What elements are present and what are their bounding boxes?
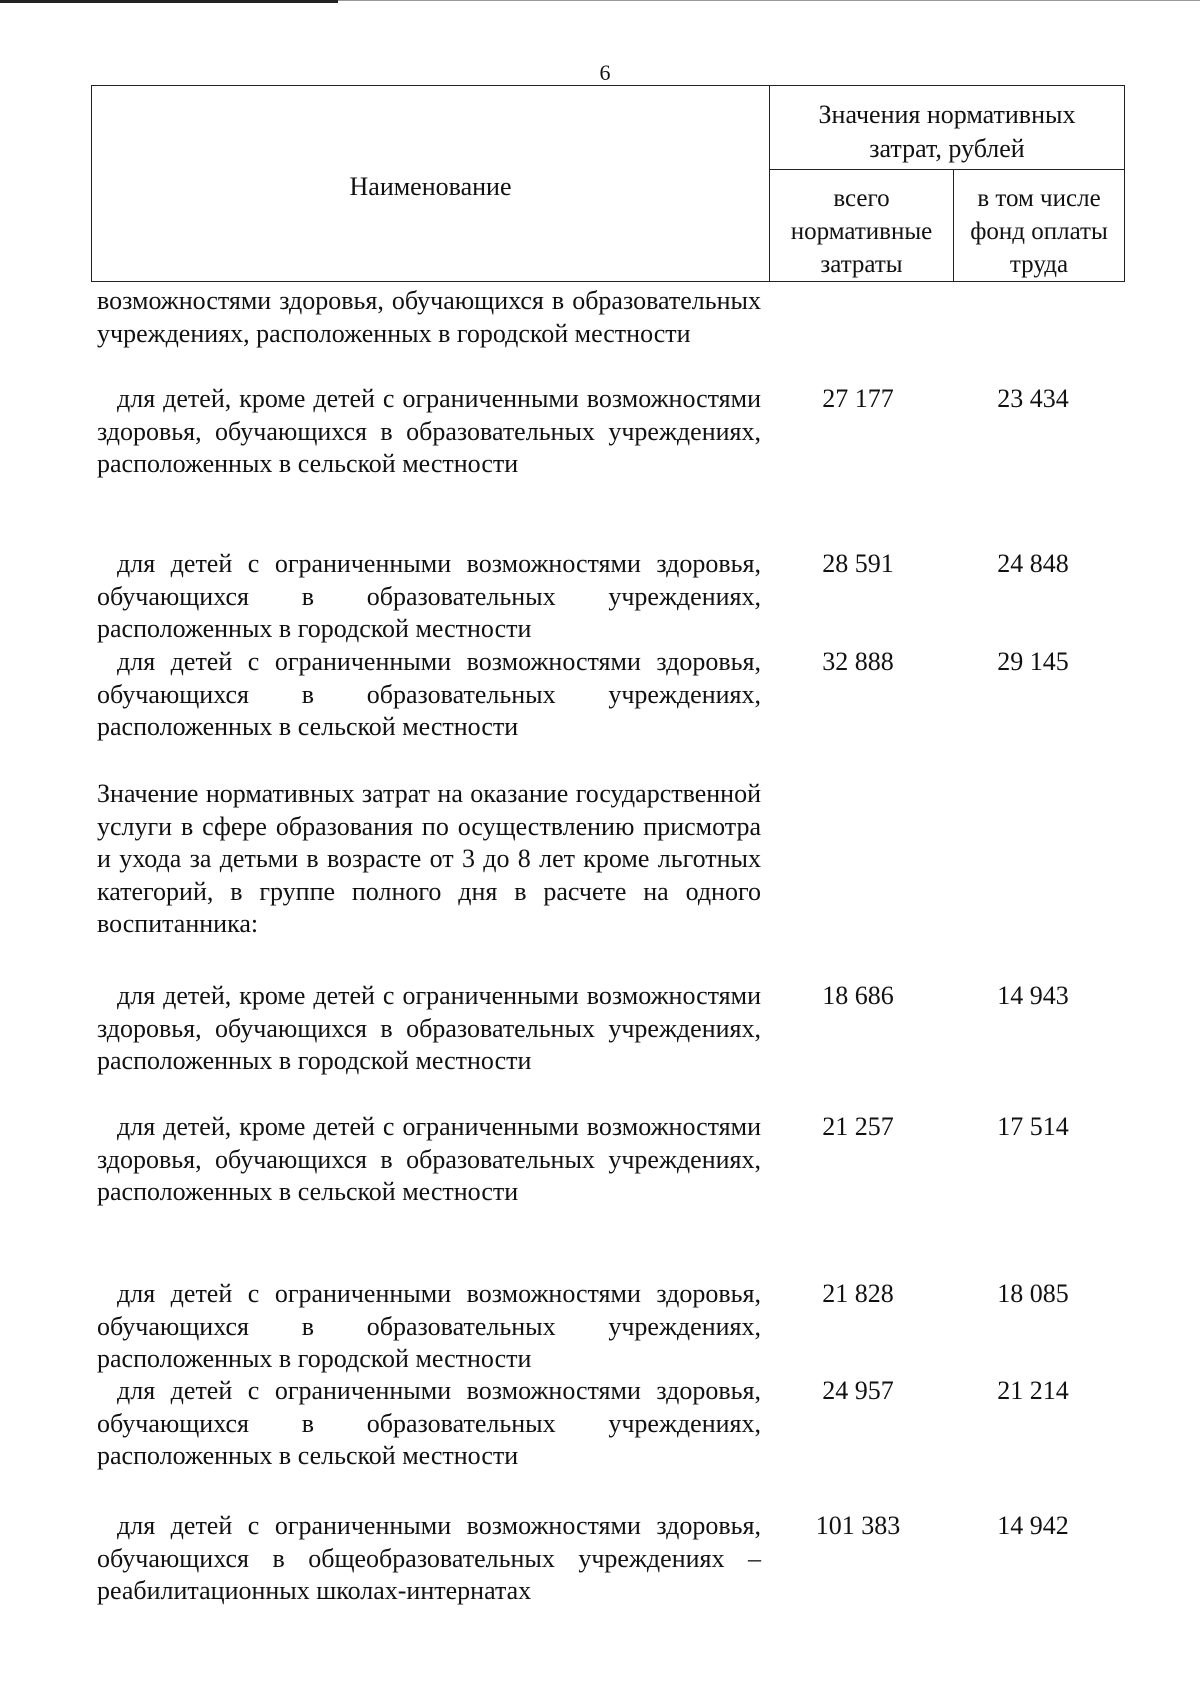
row-wage: 24 848: [997, 549, 1069, 578]
row-total: 27 177: [822, 384, 894, 413]
page-number: 6: [599, 60, 611, 85]
row-name: возможностями здоровья, обучающихся в образовательных учреждениях, расположенных в городской местности: [97, 286, 761, 348]
header-name: Наименование: [92, 86, 770, 281]
header-values-group: Значения нормативных затрат, рублей: [770, 86, 1124, 170]
row-total: 24 957: [822, 1376, 894, 1405]
row-name: Значение нормативных затрат на оказание государственной услуги в сфере образования по осуществлению присмотра и ухода за детьми в возрасте от 3 до 8 лет кроме льготных категорий, в группе полного дня в расчете на одного воспитанника:: [97, 779, 761, 938]
row-total: 32 888: [822, 647, 894, 676]
row-wage: 18 085: [997, 1279, 1069, 1308]
top-rule-thin: [338, 0, 1200, 1]
row-wage: 23 434: [997, 384, 1069, 413]
row-total: 28 591: [822, 549, 894, 578]
row-wage: 21 214: [997, 1376, 1069, 1405]
row-name: для детей с ограниченными возможностями здоровья, обучающихся в образовательных учреждениях, расположенных в городской местности: [97, 549, 761, 643]
row-wage: 17 514: [997, 1112, 1069, 1141]
row-wage: 14 943: [997, 981, 1069, 1010]
row-name: для детей, кроме детей с ограниченными возможностями здоровья, обучающихся в образовательных учреждениях, расположенных в городской местности: [97, 981, 761, 1075]
row-name: для детей с ограниченными возможностями здоровья, обучающихся в образовательных учреждениях, расположенных в городской местности: [97, 1279, 761, 1373]
top-rule: [0, 0, 338, 3]
row-name: для детей с ограниченными возможностями здоровья, обучающихся в образовательных учреждениях, расположенных в сельской местности: [97, 647, 761, 741]
table-header: [91, 85, 1125, 282]
row-total: 101 383: [815, 1511, 901, 1540]
row-total: 21 257: [822, 1112, 894, 1141]
row-total: 18 686: [822, 981, 894, 1010]
row-wage: 14 942: [997, 1511, 1069, 1540]
header-total: всего нормативные затраты: [770, 170, 954, 281]
row-total: 21 828: [822, 1279, 894, 1308]
row-name: для детей с ограниченными возможностями здоровья, обучающихся в общеобразовательных учреждениях – реабилитационных школах-интернатах: [97, 1511, 761, 1605]
row-name: для детей, кроме детей с ограниченными возможностями здоровья, обучающихся в образовательных учреждениях, расположенных в сельской местности: [97, 1112, 761, 1206]
header-wage-fund: в том числе фонд оплаты труда: [970, 185, 1108, 278]
row-name: для детей, кроме детей с ограниченными возможностями здоровья, обучающихся в образовательных учреждениях, расположенных в сельской местности: [97, 384, 761, 478]
row-wage: 29 145: [997, 647, 1069, 676]
row-name: для детей с ограниченными возможностями здоровья, обучающихся в образовательных учреждениях, расположенных в сельской местности: [97, 1376, 761, 1470]
